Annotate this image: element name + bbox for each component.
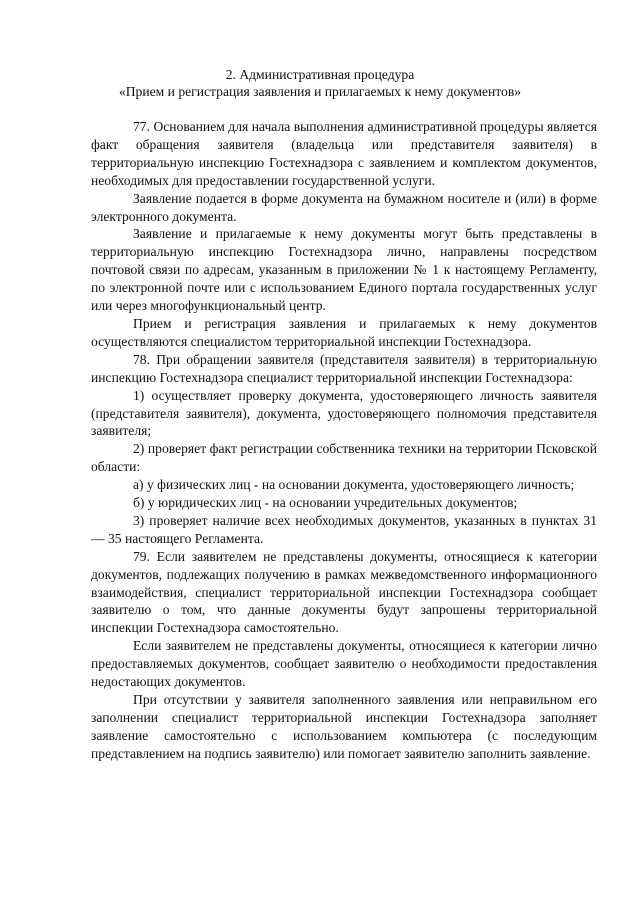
paragraph: 3) проверяет наличие всех необходимых документов, указанных в пунктах 31 — 35 настоящего Регламента.	[91, 512, 597, 546]
paragraph: 78. При обращении заявителя (представителя заявителя) в территориальную инспекцию Гостехнадзора специалист территориальной инспекции Гостехнадзора:	[91, 351, 597, 385]
paragraph: Прием и регистрация заявления и прилагаемых к нему документов осуществляются специалистом территориальной инспекции Гостехнадзора.	[91, 315, 597, 349]
paragraph: 1) осуществляет проверку документа, удостоверяющего личность заявителя (представителя заявителя), документа, удостоверяющего полномочия представителя заявителя;	[91, 387, 597, 439]
paragraph: а) у физических лиц - на основании документа, удостоверяющего личность;	[133, 477, 575, 493]
paragraph: Если заявителем не представлены документы, относящиеся к категории лично предоставляемых документов, сообщает заявителю о необходимости предоставления недостающих документов.	[91, 638, 597, 690]
procedure-title: «Прием и регистрация заявления и прилагаемых к нему документов»	[118, 84, 522, 99]
paragraph: Заявление и прилагаемые к нему документы могут быть представлены в территориальную инспекцию Гостехнадзора лично, направлены посредством почтовой связи по адресам, указанным в приложении № 1 к настоящему Регламенту, по электронной почте или с использованием Единого портала государственных услуг или через многофункциональный центр.	[91, 226, 597, 314]
paragraph: 2) проверяет факт регистрации собственника техники на территории Псковской области:	[91, 441, 597, 475]
paragraph: 77. Основанием для начала выполнения административной процедуры является факт обращения заявителя (владельца или представителя заявителя) в территориальную инспекцию Гостехнадзора с заявлением и комплектом документов, необходимых для предоставлении государственной услуги.	[91, 119, 597, 188]
paragraph: 79. Если заявителем не представлены документы, относящиеся к категории документов, подлежащих получению в рамках межведомственного информационного взаимодействия, специалист территориальной инспекции Гостехнадзора сообщает заявителю о том, что данные документы будут запрошены территориальной инспекции Гостехнадзора самостоятельно.	[91, 548, 597, 636]
paragraph: Заявление подается в форме документа на бумажном носителе и (или) в форме электронного документа.	[91, 190, 597, 224]
paragraph: При отсутствии у заявителя заполненного заявления или неправильном его заполнении специалист территориальной инспекции Гостехнадзора заполняет заявление самостоятельно с использованием компьютера (с последующим представлением на подпись заявителю) или помогает заявителю заполнить заявление.	[91, 692, 597, 761]
paragraph: б) у юридических лиц - на основании учредительных документов;	[133, 495, 518, 511]
document-body	[91, 118, 597, 763]
section-title: 2. Административная процедура	[225, 67, 415, 82]
